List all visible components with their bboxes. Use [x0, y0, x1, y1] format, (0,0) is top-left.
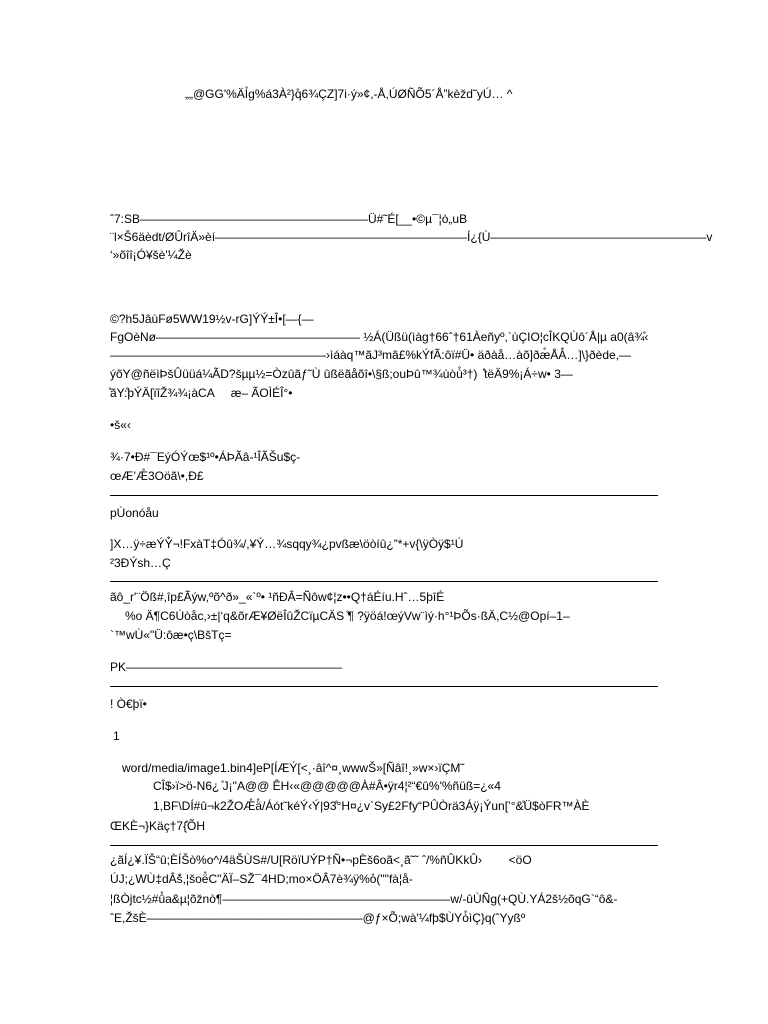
text-line: ãô_r'¨Öß#,îp£Ãýw,ºõ^ð»_«`º• ¹ñÐÂ=Ñôw¢¦z••Q†áÉíu.Hˆ…5þîÉ [110, 590, 445, 604]
text-line: 1 [113, 729, 120, 743]
text-line: ]X…ÿ÷æÝÝ̊¬!FxàT‡Óû¾/,¥Ý…¾sqqy¾¿pvßæ\öòíû¿”*+v{\ÿÒÿ$¹Ú [110, 537, 464, 551]
text-line: ! Ò€þï• [110, 697, 147, 711]
text-line: ©?h5JâùFø5WW19½v-rG]ÝÝ±Î•[—{— [110, 312, 314, 326]
text-line: ŒKÈ¬}Käç†7{̊ÕH [110, 819, 206, 833]
text-line: CÎ$›ï>ö-N6¿ ̊J¡"A@@ ÊH‹«@@@@@À#Â•ÿr4¦²“€û%'%ñüß=¿«4 [153, 779, 501, 793]
text-line: 1,BF\DÍ#û¬k2ŽOÆ̊ä̊/Áót˜kéÝ‹Ý|93̊°H¤¿v`Sy£2Ffy“PÛÒrä3Áÿ¡Ýun[’°&̊Ü$òFR™ÀÈ [153, 799, 590, 813]
text-line: FgOèNø————————————————— ½Á(Üßü(ìàg†66ˆ†61Àeñyº,`ùÇIO¦cÎKQÙô´Å|µ a0(â¾̊‹ [110, 330, 649, 344]
section-heading: pÙonóåu [110, 506, 159, 520]
divider [110, 686, 658, 687]
text-line: ̊ãY:̊þÝÄ[ïîŽ¾¾¡àCA æ– ÃOÌÉÎ°• [110, 386, 293, 400]
text-line: •š«‹ [110, 418, 131, 432]
text-line: word/media/image1.bin4]eP[ÍÆÝ[<¸·âî^¤¸wwwŠ»[Ñâî!¸»w×›ïÇM˜ [122, 761, 465, 775]
divider [110, 495, 658, 496]
text-line: ¿ãÍ¿¥.ÏŠ“û;ÈÍŠò%o^/4äŠÙS#/U[RöïUÝP†Ñ•¬pÈš6oã<¸ã˜˜ ˆ/%ñÛKkÛ› <öO [110, 853, 532, 867]
text-line: ˆE,ŽšÈ——————————————————@ƒ×Õ;wà'¼fþ$ÙYò̊ìÇ}q(ˆYyßº [110, 911, 526, 925]
text-line: œÆ’Æ̊3Oöã\•,Ð£ [110, 469, 204, 483]
text-line: ¨l×Š6äèdt/ØÛrîÄ»èí—————————————————————Í¿{Ù——————————————————v [110, 230, 713, 244]
text-line: ˆ7:SB———————————————————Ü#˜É[__•©µ¯¦ò„uB [110, 212, 468, 226]
text-line: ýõY@ñëìÞšÛüüá¼ÃD?šµµ½=Òzûãƒ˜Ù ûßëãåõî•\§ß;ouÞû™¾ùòù̊³†) ̊̊tëÄ9%¡Á÷w• 3— [110, 367, 573, 381]
text-line: `™wÙ«"Ü:ôæ•ç\BšTç= [110, 628, 232, 642]
text-line: ²3ÐÝsh…Ç [110, 556, 171, 570]
text-line: PK—————————————————— [110, 660, 343, 674]
text-line: ‘»õîî¡Ó¥šè'¼Žè [110, 248, 192, 262]
text-line: ÚJ;¿WÙ‡dÂš̊,¦šoë̊C"ÄÏ–SŽ¯4HD;mo×ÖÂ7è¾ÿ%o̊(""fà¦å- [110, 872, 413, 886]
text-line: ¦ßÒjtc½#û̊a&µ¦õžnò¶———————————————————w/-ûÙÑg(+QÙ.YÁ2š½õqG`“ô&- [110, 892, 618, 906]
text-line: %o Ä¶C6Úòåc,›±|‘q&õrÆ¥ØëÎûŽCïµCÄS ̊¶ ?ÿöá!œýVw¨ìý·h°¹ÞÕs·ßÄ,C½@Opí–1– [125, 609, 570, 623]
divider [110, 581, 658, 582]
text-line: ——————————————————›ìáàq™ãJ³mâ£%kÝfÃ:ôï#Ü• äðàå…àõ]ðæ̊ÅÁ̊…]\}ðède,— [110, 348, 632, 362]
document-header: „„@GG'%ÄI̊g%á3À²}q̊6¾ÇZ]7i·ý»¢,-Å,ÚØÑÕ5´Å”kèžd˜yÚ… ^ [185, 87, 513, 101]
divider [110, 845, 658, 846]
text-line: ¾·7•Ð#¯EýÓÝœ$¹º•ÁÞÃâ-¹ÎÃŠu$ç- [110, 450, 301, 464]
